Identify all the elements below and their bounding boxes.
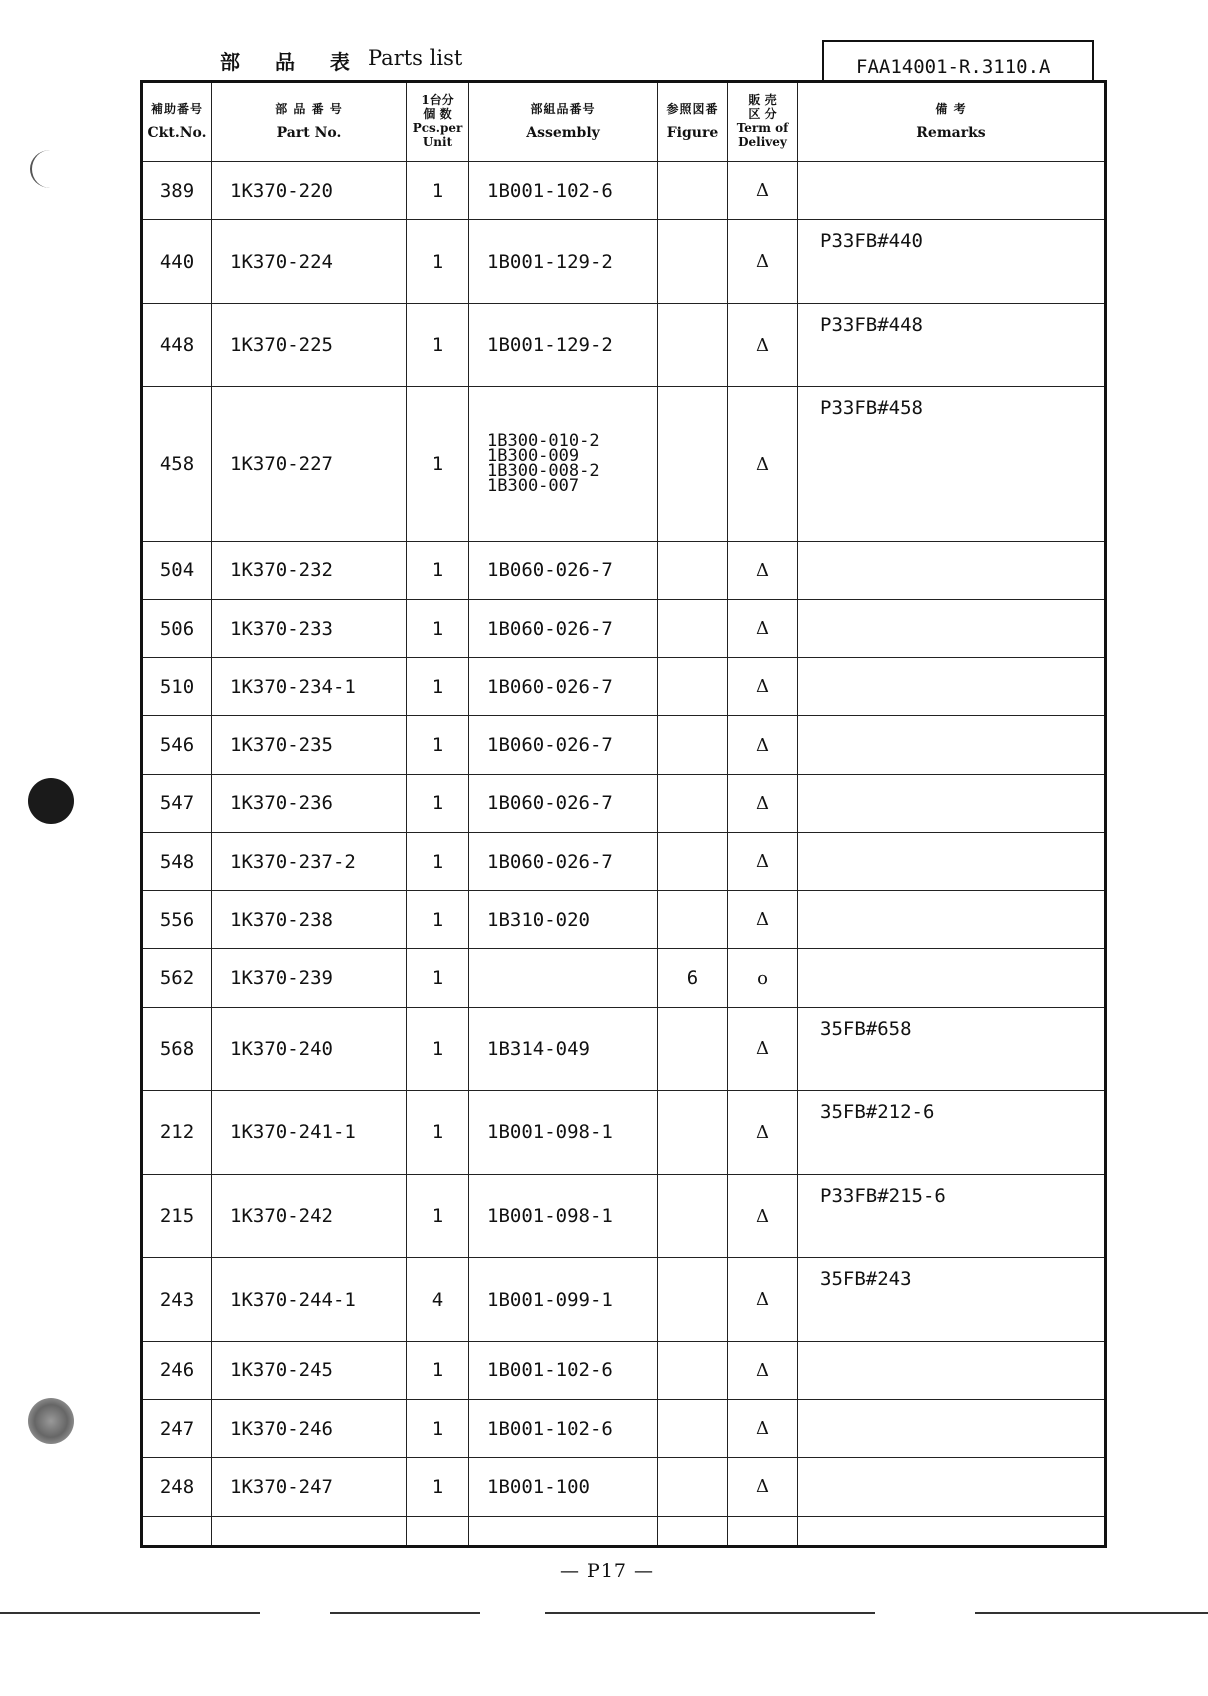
term-of-delivery-cell: o [728, 949, 798, 1007]
column-header-assembly: 部組品番号 Assembly [469, 82, 658, 162]
ckt-number-cell: 510 [142, 658, 212, 716]
part-number-cell: 1K370-232 [212, 541, 407, 599]
table-row [142, 541, 1106, 599]
assembly-cell [469, 949, 658, 1007]
term-of-delivery-cell: Δ [728, 1091, 798, 1175]
part-number-cell: 1K370-233 [212, 600, 407, 658]
remarks-cell [798, 1400, 1106, 1458]
page-number: — P17 — [560, 1560, 655, 1582]
figure-cell [658, 1007, 728, 1091]
ckt-number-cell [142, 1516, 212, 1546]
table-row [142, 1341, 1106, 1399]
ckt-number-cell: 458 [142, 387, 212, 541]
pcs-per-unit-cell: 1 [407, 387, 469, 541]
pcs-per-unit-cell: 1 [407, 1174, 469, 1258]
figure-cell [658, 832, 728, 890]
pcs-per-unit-cell: 1 [407, 1458, 469, 1516]
remarks-cell [798, 1341, 1106, 1399]
pcs-per-unit-cell: 1 [407, 774, 469, 832]
ckt-number-cell: 215 [142, 1174, 212, 1258]
assembly-cell [469, 387, 658, 541]
ckt-number-cell: 547 [142, 774, 212, 832]
bottom-rule [330, 1612, 480, 1614]
pcs-per-unit-cell: 1 [407, 949, 469, 1007]
remarks-cell: P33FB#440 [798, 220, 1106, 304]
bottom-rule [0, 1612, 260, 1614]
assembly-cell: 1B001-102-6 [469, 162, 658, 220]
pcs-per-unit-cell: 1 [407, 1091, 469, 1175]
assembly-cell: 1B001-099-1 [469, 1258, 658, 1342]
assembly-cell: 1B060-026-7 [469, 774, 658, 832]
ckt-number-cell: 504 [142, 541, 212, 599]
pcs-per-unit-cell: 4 [407, 1258, 469, 1342]
remarks-cell [798, 541, 1106, 599]
figure-cell: 6 [658, 949, 728, 1007]
remarks-cell [798, 1458, 1106, 1516]
term-of-delivery-cell: Δ [728, 832, 798, 890]
punch-hole-bottom [28, 1398, 74, 1444]
ckt-number-cell: 448 [142, 303, 212, 387]
pcs-per-unit-cell: 1 [407, 162, 469, 220]
part-number-cell: 1K370-244-1 [212, 1258, 407, 1342]
term-of-delivery-cell: Δ [728, 1007, 798, 1091]
remarks-cell [798, 832, 1106, 890]
term-of-delivery-cell: Δ [728, 600, 798, 658]
pcs-per-unit-cell: 1 [407, 220, 469, 304]
figure-cell [658, 303, 728, 387]
assembly-line: 1B300-008-2 [487, 461, 600, 482]
remarks-cell [798, 716, 1106, 774]
pcs-per-unit-cell: 1 [407, 891, 469, 949]
term-of-delivery-cell: Δ [728, 1174, 798, 1258]
assembly-cell: 1B060-026-7 [469, 832, 658, 890]
remarks-cell: P33FB#448 [798, 303, 1106, 387]
punch-hole-middle [28, 778, 74, 824]
figure-cell [658, 387, 728, 541]
term-of-delivery-cell [728, 1516, 798, 1546]
term-of-delivery-cell: Δ [728, 303, 798, 387]
ckt-number-cell: 243 [142, 1258, 212, 1342]
table-row [142, 658, 1106, 716]
remarks-cell [798, 774, 1106, 832]
remarks-cell [798, 658, 1106, 716]
figure-cell [658, 1458, 728, 1516]
ckt-number-cell: 212 [142, 1091, 212, 1175]
column-header-figure: 参照図番 Figure [658, 82, 728, 162]
part-number-cell: 1K370-246 [212, 1400, 407, 1458]
figure-cell [658, 1174, 728, 1258]
pcs-per-unit-cell: 1 [407, 716, 469, 774]
ckt-number-cell: 247 [142, 1400, 212, 1458]
remarks-cell [798, 891, 1106, 949]
assembly-cell: 1B001-129-2 [469, 303, 658, 387]
ckt-number-cell: 248 [142, 1458, 212, 1516]
remarks-cell [798, 600, 1106, 658]
table-row [142, 1458, 1106, 1516]
pcs-per-unit-cell: 1 [407, 658, 469, 716]
remarks-cell: P33FB#215-6 [798, 1174, 1106, 1258]
term-of-delivery-cell: Δ [728, 541, 798, 599]
part-number-cell: 1K370-247 [212, 1458, 407, 1516]
table-row [142, 1174, 1106, 1258]
ckt-number-cell: 562 [142, 949, 212, 1007]
term-of-delivery-cell: Δ [728, 716, 798, 774]
bottom-rule [545, 1612, 875, 1614]
table-row [142, 832, 1106, 890]
pcs-per-unit-cell [407, 1516, 469, 1546]
term-of-delivery-cell: Δ [728, 162, 798, 220]
remarks-cell: 35FB#212-6 [798, 1091, 1106, 1175]
ckt-number-cell: 246 [142, 1341, 212, 1399]
table-header-row [142, 82, 1106, 162]
assembly-cell [469, 1516, 658, 1546]
table-row [142, 1258, 1106, 1342]
assembly-line: 1B300-009 [487, 446, 580, 467]
assembly-cell: 1B001-102-6 [469, 1341, 658, 1399]
punch-hole-top [30, 150, 70, 188]
assembly-cell: 1B060-026-7 [469, 600, 658, 658]
table-row [142, 891, 1106, 949]
table-row [142, 162, 1106, 220]
assembly-cell: 1B001-129-2 [469, 220, 658, 304]
document-number: FAA14001-R.3110.A [822, 40, 1094, 80]
part-number-cell: 1K370-227 [212, 387, 407, 541]
part-number-cell: 1K370-242 [212, 1174, 407, 1258]
column-header-ckt: 補助番号 Ckt.No. [142, 82, 212, 162]
assembly-cell: 1B001-100 [469, 1458, 658, 1516]
term-of-delivery-cell: Δ [728, 1258, 798, 1342]
part-number-cell: 1K370-224 [212, 220, 407, 304]
term-of-delivery-cell: Δ [728, 220, 798, 304]
pcs-per-unit-cell: 1 [407, 1007, 469, 1091]
assembly-cell: 1B060-026-7 [469, 541, 658, 599]
table-row [142, 949, 1106, 1007]
column-header-pcs-per-unit: 1台分 個 数 Pcs.per Unit [407, 82, 469, 162]
part-number-cell: 1K370-234-1 [212, 658, 407, 716]
parts-table [140, 80, 1107, 1548]
term-of-delivery-cell: Δ [728, 1400, 798, 1458]
remarks-cell: 35FB#243 [798, 1258, 1106, 1342]
table-row [142, 600, 1106, 658]
assembly-cell: 1B001-098-1 [469, 1174, 658, 1258]
pcs-per-unit-cell: 1 [407, 1341, 469, 1399]
figure-cell [658, 774, 728, 832]
figure-cell [658, 716, 728, 774]
column-header-part-no: 部 品 番 号 Part No. [212, 82, 407, 162]
part-number-cell [212, 1516, 407, 1546]
part-number-cell: 1K370-237-2 [212, 832, 407, 890]
ckt-number-cell: 389 [142, 162, 212, 220]
term-of-delivery-cell: Δ [728, 387, 798, 541]
term-of-delivery-cell: Δ [728, 774, 798, 832]
figure-cell [658, 600, 728, 658]
table-row [142, 774, 1106, 832]
assembly-cell: 1B060-026-7 [469, 716, 658, 774]
part-number-cell: 1K370-238 [212, 891, 407, 949]
page-title-japanese: 部 品 表 [220, 50, 364, 74]
assembly-cell: 1B060-026-7 [469, 658, 658, 716]
figure-cell [658, 1258, 728, 1342]
ckt-number-cell: 546 [142, 716, 212, 774]
table-row [142, 1400, 1106, 1458]
figure-cell [658, 658, 728, 716]
part-number-cell: 1K370-245 [212, 1341, 407, 1399]
part-number-cell: 1K370-225 [212, 303, 407, 387]
assembly-line: 1B300-007 [487, 476, 580, 497]
part-number-cell: 1K370-220 [212, 162, 407, 220]
figure-cell [658, 220, 728, 304]
assembly-line: 1B300-010-2 [487, 431, 600, 452]
figure-cell [658, 1341, 728, 1399]
term-of-delivery-cell: Δ [728, 658, 798, 716]
remarks-cell: P33FB#458 [798, 387, 1106, 541]
term-of-delivery-cell: Δ [728, 1341, 798, 1399]
pcs-per-unit-cell: 1 [407, 1400, 469, 1458]
part-number-cell: 1K370-239 [212, 949, 407, 1007]
bottom-rule [975, 1612, 1208, 1614]
figure-cell [658, 1516, 728, 1546]
pcs-per-unit-cell: 1 [407, 541, 469, 599]
table-row [142, 303, 1106, 387]
ckt-number-cell: 556 [142, 891, 212, 949]
ckt-number-cell: 548 [142, 832, 212, 890]
figure-cell [658, 541, 728, 599]
table-row [142, 220, 1106, 304]
part-number-cell: 1K370-241-1 [212, 1091, 407, 1175]
assembly-cell: 1B001-102-6 [469, 1400, 658, 1458]
figure-cell [658, 1091, 728, 1175]
remarks-cell [798, 949, 1106, 1007]
remarks-cell [798, 1516, 1106, 1546]
page-title-english: Parts list [368, 46, 463, 70]
part-number-cell: 1K370-235 [212, 716, 407, 774]
part-number-cell: 1K370-236 [212, 774, 407, 832]
ckt-number-cell: 440 [142, 220, 212, 304]
column-header-term-of-delivery: 販 売 区 分 Term of Delivey [728, 82, 798, 162]
term-of-delivery-cell: Δ [728, 891, 798, 949]
assembly-cell: 1B314-049 [469, 1007, 658, 1091]
ckt-number-cell: 506 [142, 600, 212, 658]
figure-cell [658, 891, 728, 949]
table-row [142, 716, 1106, 774]
part-number-cell: 1K370-240 [212, 1007, 407, 1091]
figure-cell [658, 1400, 728, 1458]
table-row [142, 387, 1106, 541]
remarks-cell: 35FB#658 [798, 1007, 1106, 1091]
table-row [142, 1516, 1106, 1546]
assembly-cell: 1B001-098-1 [469, 1091, 658, 1175]
table-row [142, 1007, 1106, 1091]
pcs-per-unit-cell: 1 [407, 832, 469, 890]
column-header-remarks: 備 考 Remarks [798, 82, 1106, 162]
remarks-cell [798, 162, 1106, 220]
ckt-number-cell: 568 [142, 1007, 212, 1091]
table-row [142, 1091, 1106, 1175]
figure-cell [658, 162, 728, 220]
pcs-per-unit-cell: 1 [407, 600, 469, 658]
pcs-per-unit-cell: 1 [407, 303, 469, 387]
term-of-delivery-cell: Δ [728, 1458, 798, 1516]
assembly-cell: 1B310-020 [469, 891, 658, 949]
